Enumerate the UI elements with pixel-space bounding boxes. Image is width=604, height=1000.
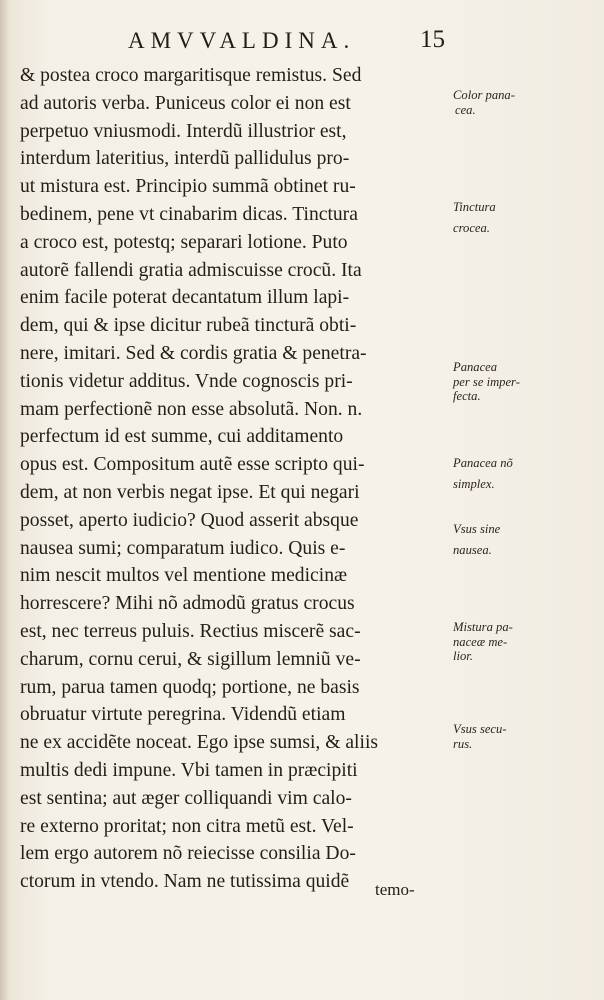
text-line: re externo proritat; non citra metũ est. Vel- <box>20 815 354 837</box>
text-line: rum, parua tamen quodq; portione, ne basis <box>20 676 360 698</box>
text-line: charum, cornu cerui, & sigillum lemniũ ve- <box>20 648 361 670</box>
text-line: ut mistura est. Principio summã obtinet ru- <box>20 176 356 198</box>
text-line: tionis videtur additus. Vnde cognoscis pri- <box>20 370 353 392</box>
margin-note-line: crocea. <box>453 220 490 235</box>
margin-note-line: Tinctura <box>453 200 496 214</box>
text-line: nausea sumi; comparatum iudico. Quis e- <box>20 537 346 559</box>
margin-note-line: nausea. <box>453 542 492 557</box>
margin-note-line: cea. <box>455 102 476 117</box>
text-line: horrescere? Mihi nõ admodũ gratus crocus <box>20 593 355 615</box>
margin-note-line: Panacea nõ <box>453 456 513 470</box>
text-line: bedinem, pene vt cinabarim dicas. Tinctura <box>20 203 358 225</box>
margin-note-mistura <box>453 620 601 664</box>
margin-note-tinctura <box>453 200 601 235</box>
margin-note-line: naceæ me- <box>453 634 508 649</box>
margin-note-line: Panacea <box>453 360 498 374</box>
text-line: a croco est, potestq; separari lotione. Puto <box>20 231 348 253</box>
text-line: multis dedi impune. Vbi tamen in præcipiti <box>20 759 358 781</box>
margin-note-line: Vsus sine <box>453 522 501 536</box>
text-line: ad autoris verba. Puniceus color ei non est <box>20 92 351 114</box>
margin-note-line: Vsus secu- <box>453 722 507 736</box>
margin-note-panacea-imperfecta <box>453 360 601 404</box>
text-line: autorẽ fallendi gratia admiscuisse crocũ. Ita <box>20 259 362 281</box>
text-line: lem ergo autorem nõ reiecisse consilia Do- <box>20 843 356 865</box>
margin-note-panacea-non-simplex <box>453 456 601 491</box>
margin-note-line: fecta. <box>453 389 481 403</box>
margin-note-line: lior. <box>453 649 473 663</box>
text-line: mam perfectionẽ non esse absolutã. Non. n. <box>20 398 363 420</box>
margin-note-line: Mistura pa- <box>453 620 513 634</box>
catchword-row <box>0 880 604 904</box>
text-line: dem, at non verbis negat ipse. Et qui negari <box>20 481 360 503</box>
text-line: enim facile poterat decantatum illum lapi- <box>20 287 350 309</box>
page-number: 15 <box>420 26 445 53</box>
text-line: opus est. Compositum autẽ esse scripto qui- <box>20 454 365 476</box>
text-line: est sentina; aut æger colliquandi vim calo- <box>20 787 352 809</box>
text-line: dem, qui & ipse dicitur rubeã tincturã obti- <box>20 315 357 337</box>
text-line: & postea croco margaritisque remistus. Sed <box>20 65 362 86</box>
margin-note-line: rus. <box>453 736 473 751</box>
text-line: perfectum id est summe, cui additamento <box>20 426 344 448</box>
text-line: ctorum in vtendo. Nam ne tutissima quidẽ <box>20 871 350 893</box>
running-head: AMVVALDINA. <box>128 28 356 53</box>
catchword: temo- <box>375 880 415 899</box>
text-line: obruatur virtute peregrina. Videndũ etiam <box>20 704 346 726</box>
margin-note-line: simplex. <box>453 476 495 491</box>
text-line: posset, aperto iudicio? Quod asserit absque <box>20 509 359 531</box>
text-line: est, nec terreus puluis. Rectius miscerẽ sac- <box>20 620 361 642</box>
text-line: ne ex accidẽte noceat. Ego ipse sumsi, & aliis <box>20 732 379 754</box>
text-line: interdum lateritius, interdũ pallidulus pro- <box>20 148 350 170</box>
text-line: nere, imitari. Sed & cordis gratia & penetra- <box>20 342 367 364</box>
margin-note-usus-securus <box>453 722 601 751</box>
text-line: perpetuo vniusmodi. Interdũ illustrior est, <box>20 120 347 142</box>
text-line: nim nescit multos vel mentione medicinæ <box>20 565 348 587</box>
margin-note-color <box>453 88 601 117</box>
margin-note-line: Color pana- <box>453 88 515 102</box>
margin-note-usus-sine-nausea <box>453 522 601 557</box>
margin-note-line: per se imper- <box>453 374 520 389</box>
